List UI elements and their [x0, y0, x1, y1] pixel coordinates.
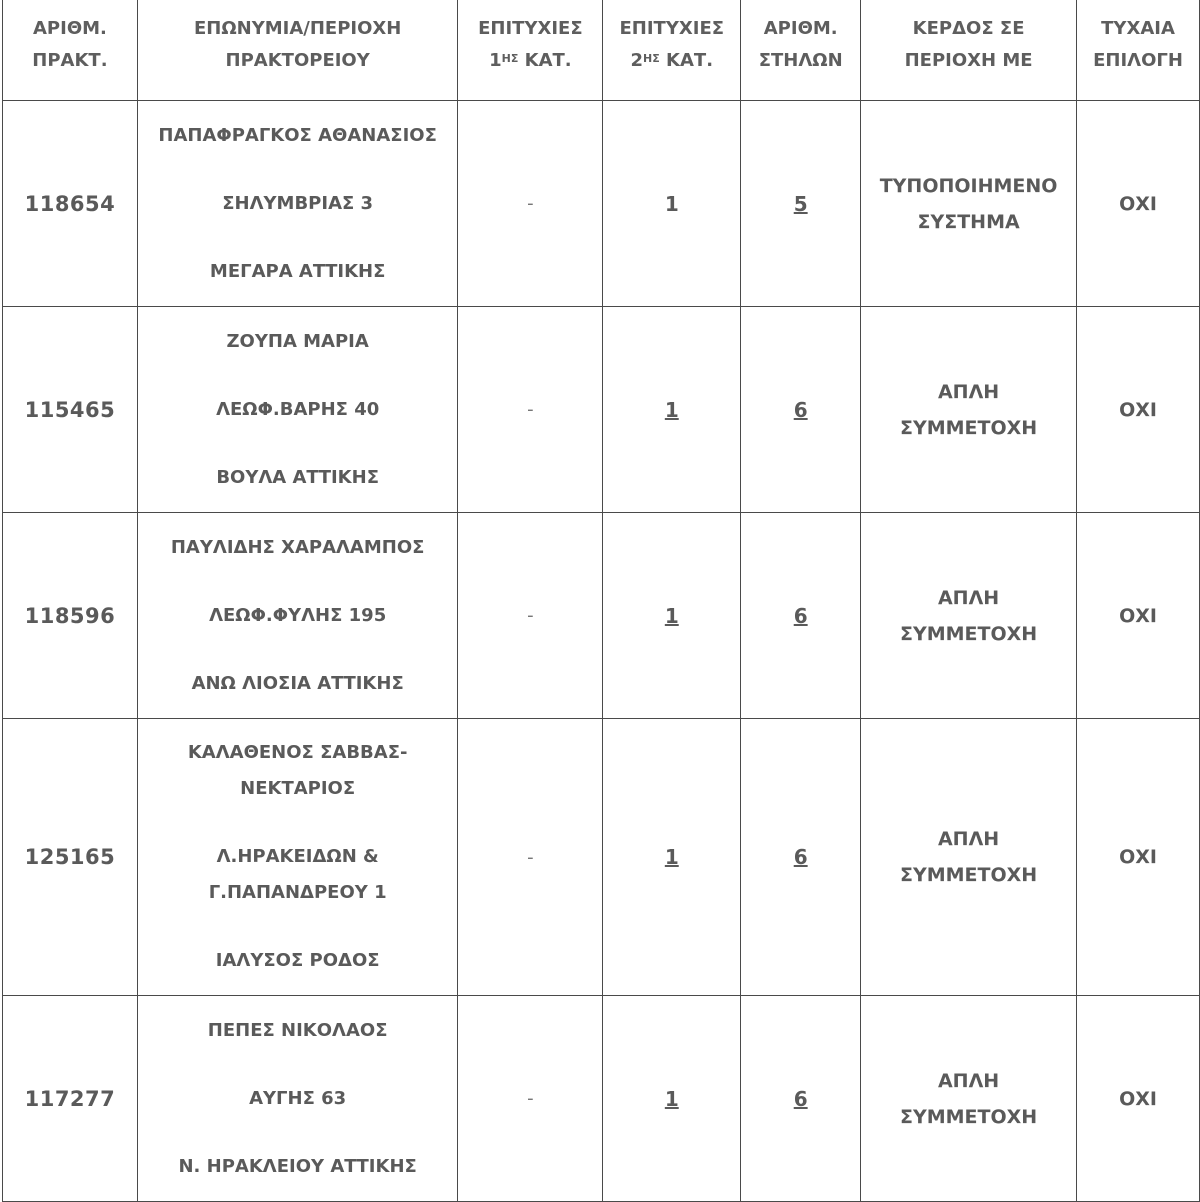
second-category-link[interactable]: 1 — [664, 397, 679, 422]
first-category-wins: - — [458, 996, 603, 1202]
random-pick: ΟΧΙ — [1077, 513, 1200, 719]
agency-street: Λ.ΗΡΑΚΕΙΔΩΝ & Γ.ΠΑΠΑΝΔΡΕΟΥ 1 — [208, 846, 387, 903]
agency-area: ΙΑΛΥΣΟΣ ΡΟΔΟΣ — [215, 950, 380, 971]
second-category-link[interactable]: 1 — [664, 845, 679, 869]
columns-count — [741, 101, 861, 307]
second-category-wins — [603, 307, 741, 513]
second-category-wins: 1 — [603, 101, 741, 307]
agency-code: 125165 — [3, 719, 138, 996]
random-pick: ΟΧΙ — [1077, 996, 1200, 1202]
agency-street: ΛΕΩΦ.ΒΑΡΗΣ 40 — [216, 398, 380, 420]
columns-count-link[interactable]: 6 — [793, 397, 808, 422]
agency-details — [137, 719, 458, 996]
profit-type: ΑΠΛΗ ΣΥΜΜΕΤΟΧΗ — [861, 719, 1077, 996]
random-pick: ΟΧΙ — [1077, 101, 1200, 307]
columns-count — [741, 719, 861, 996]
header-agency-name: ΕΠΩΝΥΜΙΑ/ΠΕΡΙΟΧΗ ΠΡΑΚΤΟΡΕΙΟΥ — [137, 0, 458, 101]
agency-details — [137, 513, 458, 719]
columns-count — [741, 307, 861, 513]
header-agency-code: ΑΡΙΘΜ. ΠΡΑΚΤ. — [3, 0, 138, 101]
profit-type: ΤΥΠΟΠΟΙΗΜΕΝΟ ΣΥΣΤΗΜΑ — [861, 101, 1077, 307]
agency-details — [137, 101, 458, 307]
agency-name: ΠΑΠΑΦΡΑΓΚΟΣ ΑΘΑΝΑΣΙΟΣ — [158, 124, 437, 146]
agency-name: ΠΕΠΕΣ ΝΙΚΟΛΑΟΣ — [207, 1019, 388, 1041]
table-header-row — [3, 0, 1200, 101]
agency-area: ΜΕΓΑΡΑ ΑΤΤΙΚΗΣ — [209, 260, 386, 282]
table-row — [3, 996, 1200, 1202]
agency-code: 115465 — [3, 307, 138, 513]
columns-count-link[interactable]: 6 — [793, 1086, 808, 1111]
agency-area: ΑΝΩ ΛΙΟΣΙΑ ΑΤΤΙΚΗΣ — [191, 672, 404, 694]
columns-count-link[interactable]: 6 — [793, 845, 808, 869]
agency-area: ΒΟΥΛΑ ΑΤΤΙΚΗΣ — [216, 466, 379, 488]
first-category-wins: - — [458, 719, 603, 996]
columns-count-link[interactable]: 6 — [793, 603, 808, 628]
agency-code: 118654 — [3, 101, 138, 307]
header-second-category: ΕΠΙΤΥΧΙΕΣ $2^{H\Sigma}$ ΚΑΤ. — [603, 0, 741, 101]
agency-details — [137, 307, 458, 513]
agency-street: ΑΥΓΗΣ 63 — [249, 1087, 347, 1109]
agency-details — [137, 996, 458, 1202]
random-pick: ΟΧΙ — [1077, 719, 1200, 996]
winning-agencies-table — [2, 0, 1200, 1202]
profit-type: ΑΠΛΗ ΣΥΜΜΕΤΟΧΗ — [861, 307, 1077, 513]
random-pick: ΟΧΙ — [1077, 307, 1200, 513]
agency-name: ΖΟΥΠΑ ΜΑΡΙΑ — [226, 330, 369, 352]
agency-name: ΚΑΛΑΘΕΝΟΣ ΣΑΒΒΑΣ- ΝΕΚΤΑΡΙΟΣ — [187, 742, 408, 799]
first-category-wins: - — [458, 513, 603, 719]
header-profit: ΚΕΡΔΟΣ ΣΕ ΠΕΡΙΟΧΗ ΜΕ — [861, 0, 1077, 101]
table-row — [3, 719, 1200, 996]
header-first-category: ΕΠΙΤΥΧΙΕΣ $1^{H\Sigma}$ ΚΑΤ. — [458, 0, 603, 101]
table-row — [3, 307, 1200, 513]
second-category-wins — [603, 996, 741, 1202]
profit-type: ΑΠΛΗ ΣΥΜΜΕΤΟΧΗ — [861, 513, 1077, 719]
header-columns-count: ΑΡΙΘΜ. ΣΤΗΛΩΝ — [741, 0, 861, 101]
second-category-link[interactable]: 1 — [664, 1086, 679, 1111]
columns-count — [741, 513, 861, 719]
second-category-wins — [603, 513, 741, 719]
agency-code: 118596 — [3, 513, 138, 719]
agency-code: 117277 — [3, 996, 138, 1202]
table-row — [3, 513, 1200, 719]
profit-type: ΑΠΛΗ ΣΥΜΜΕΤΟΧΗ — [861, 996, 1077, 1202]
columns-count — [741, 996, 861, 1202]
columns-count-link[interactable]: 5 — [793, 191, 808, 216]
first-category-wins: - — [458, 101, 603, 307]
second-category-link[interactable]: 1 — [664, 603, 679, 628]
agency-street: ΣΗΛΥΜΒΡΙΑΣ 3 — [222, 192, 374, 214]
agency-street: ΛΕΩΦ.ΦΥΛΗΣ 195 — [209, 604, 387, 626]
agency-area: Ν. ΗΡΑΚΛΕΙΟΥ ΑΤΤΙΚΗΣ — [178, 1155, 417, 1177]
first-category-wins: - — [458, 307, 603, 513]
header-random-pick: ΤΥΧΑΙΑ ΕΠΙΛΟΓΗ — [1077, 0, 1200, 101]
agency-name: ΠΑΥΛΙΔΗΣ ΧΑΡΑΛΑΜΠΟΣ — [170, 536, 425, 558]
table-row — [3, 101, 1200, 307]
second-category-wins — [603, 719, 741, 996]
